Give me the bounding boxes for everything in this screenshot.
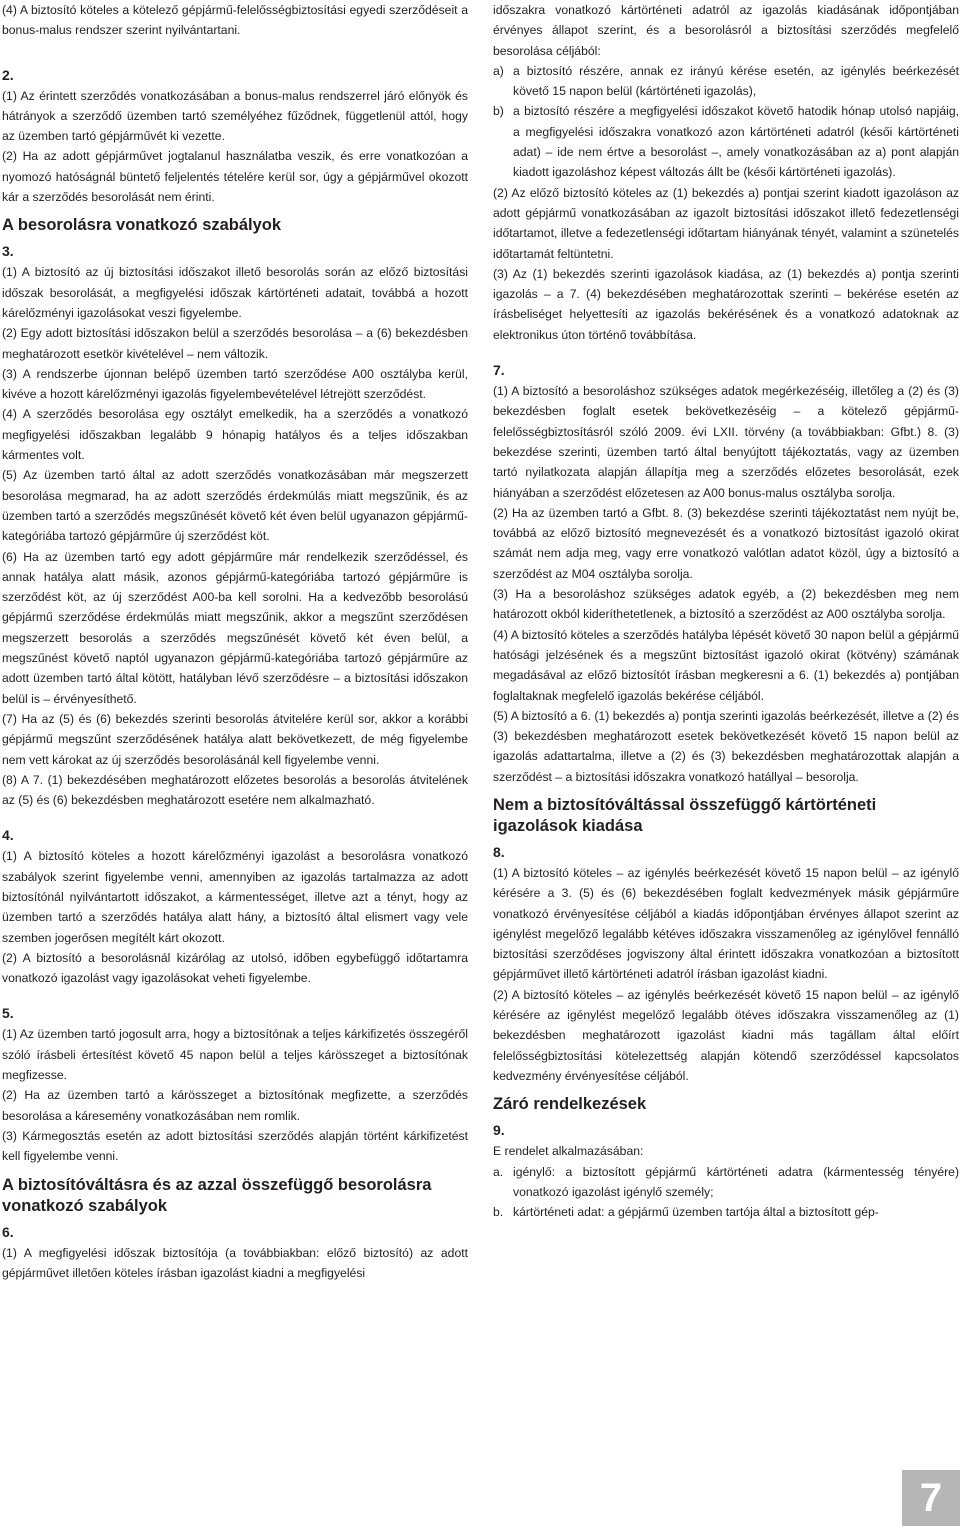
- list-text: a biztosító részére, annak ez irányú kérése esetén, az igénylés beérkezését követő 15 napon belül (kártörténeti igazolás),: [513, 63, 959, 99]
- paragraph: (1) A biztosító köteles a hozott kárelőzményi igazolást a besorolásra vonatkozó szabályok szerint figyelembe venni, amennyiben az igazolás tartalmazza az adott biztosítónál nyilvántartott időszakot, a kármentességet, illetve azt a tényt, hogy az üzemben tartó a szerződés hatálya alatt hány, a biztosító által elismert vagy vele szemben jogerősen megítélt kárt okozott.: [2, 849, 468, 945]
- list-label: a): [493, 63, 504, 78]
- list-item: [493, 1162, 959, 1203]
- paragraph: (1) A megfigyelési időszak biztosítója (a továbbiakban: előző biztosító) az adott gépjárművet illetően köteles írásban igazolást kiadni a megfigyelési: [2, 1245, 468, 1280]
- heading-zaro: Záró rendelkezések: [493, 1095, 647, 1114]
- paragraph: (5) A biztosító a 6. (1) bekezdés a) pontja szerinti igazolás beérkezését, illetve a (2) és (3) bekezdésben meghatározott esetek bekövetkezését követő 15 napon belül az igazolás adattartalma, illetve a (2) és (3) bekezdésben meghatározottak alapján a szerződést – a biztosítási időszakra vonatkozó hatállyal – besorolja.: [493, 708, 959, 784]
- paragraph: (1) A biztosító az új biztosítási időszakot illető besorolás során az előző biztosítási időszak besorolását, a megfigyelési időszak kártörténeti adatait, továbbá a hozott kárelőzményi igazolásokat veszi figyelembe.: [2, 265, 468, 320]
- paragraph: (2) Ha az üzemben tartó a Gfbt. 8. (3) bekezdése szerinti tájékoztatást nem nyújt be, továbbá az előző biztosító megnevezését és a vonatkozó biztosítást igazoló okirat számát nem adja meg, vagy erre vonatkozó valótlan adatot közöl, úgy a biztosító a szerződést az M04 osztályba sorolja.: [493, 505, 959, 581]
- section-7-number: 7.: [493, 362, 505, 379]
- paragraph: (2) A biztosító köteles – az igénylés beérkezését követő 15 napon belül – az igénylő kérésére az igénylést megelőző legalább ötéves időszakra visszamenőleg az (1) bekezdésben meghatározott igazolást kiadni más tagállam által előírt felelősségbiztosítási kötelezettség alapján kötendő szerződéssel kapcsolatos kedvezmény érvényesítése céljából.: [493, 987, 959, 1083]
- paragraph: (5) Az üzemben tartó által az adott szerződés vonatkozásában már megszerzett besorolása megmarad, ha az adott szerződés érdekmúlás miatt megszűnik, és az üzemben tartó a szerződés megszűnését követő két éven belül ugyanazon gépjármű-kategóriába tartozó gépjárműre új szerződést köt.: [2, 468, 468, 544]
- section-6-number: 6.: [2, 1223, 14, 1240]
- paragraph: (1) Az üzemben tartó jogosult arra, hogy a biztosítónak a teljes kárkifizetés összegéről szóló írásbeli értesítést követő 45 napon belül a teljes kárösszeget a biztosítónak megfizesse.: [2, 1027, 468, 1083]
- heading-kartorteneti: Nem a biztosítóváltással összefüggő kártörténeti igazolások kiadása: [493, 795, 877, 835]
- list-text: kártörténeti adat: a gépjármű üzemben tartója által a biztosított gép-: [513, 1205, 879, 1220]
- paragraph: (4) A szerződés besorolása egy osztályt emelkedik, ha a szerződés a vonatkozó megfigyelési időszakban legalább 9 hónapig hatályos és a teljes időszakban kármentes volt.: [2, 407, 468, 463]
- paragraph: (1) A biztosító a besoroláshoz szükséges adatok megérkezéséig, illetőleg a (2) és (3) bekezdésben foglalt esetek bekövetkezéséig – a kötelező gépjármű-felelősségbiztosításról szóló 2009. évi LXII. törvény (a továbbiakban: Gfbt.) 8. (3) bekezdése szerinti, üzemben tartó által benyújtott tájékoztatás, vagy az üzemben tartó nyilatkozata alapján állapítja meg a szerződés előzetes besorolását, ezek hiányában a szerződést előzetesen az A00 bonus-malus osztályba sorolja.: [493, 384, 959, 500]
- section-4-number: 4.: [2, 827, 14, 844]
- list-text: igénylő: a biztosított gépjármű kártörténeti adatra (kármentesség tényére) vonatkozó igazolást igénylő személy;: [513, 1164, 959, 1199]
- paragraph: (2) A biztosító a besorolásnál kizárólag az utolsó, időben egybefüggő időtartamra vonatkozó igazolást vagy igazolásokat veheti figyelembe.: [2, 950, 468, 986]
- paragraph: (4) A biztosító köteles a szerződés hatályba lépését követő 30 napon belül a gépjármű hatósági jelzésének és a megszűnt biztosítást igazoló okirat (kötvény) számának megadásával az előző biztosítót írásban megkeresni a 6. (1) bekezdés a) pontjában foglaltaknak megfelelő igazolás bekérése céljából.: [493, 627, 959, 703]
- section-2-number: 2.: [2, 66, 14, 83]
- heading-besorolas: A besorolásra vonatkozó szabályok: [2, 216, 282, 235]
- paragraph: (2) Ha az üzemben tartó a kárösszeget a biztosítónak megfizette, a szerződés besorolása a káresemény vonatkozásában nem romlik.: [2, 1088, 468, 1123]
- paragraph: (1) A biztosító köteles – az igénylés beérkezését követő 15 napon belül – az igénylő kérésére a 3. (5) és (6) bekezdésében foglalt kedvezmények másik gépjárműre vonatkozó érvényesítése céljából a kiadás időpontjában érvényes állapot szerint az igénylést megelőző legalább kétéves időszakra visszamenőleg az igénylővel fennálló biztosítási szerződéses jogviszony által érintett időszakra vonatkozóan a biztosított gépjárművet illető kártörténeti adatról írásban igazolást kiadni.: [493, 865, 959, 982]
- section-5-number: 5.: [2, 1005, 14, 1022]
- list-item: [493, 101, 959, 182]
- left-column: [2, 0, 468, 1283]
- heading-biztositovaltas: A biztosítóváltásra és az azzal összefüggő besorolásra vonatkozó szabályok: [2, 1175, 432, 1215]
- paragraph: (6) Ha az üzemben tartó egy adott gépjárműre már rendelkezik szerződéssel, és annak hatálya alatt másik, azonos gépjármű-kategóriába tartozó gépjárműre is szerződést köt, az új szerződést A00-ba kell sorolni. Ha a kedvezőbb besorolású gépjármű szerződése érdekmúlás miatt megszűnik, akkor a megszűnt szerződésen megszerzett besorolás a szerződés megszűnését követő két éven belül, a megszűnést követő naptól ugyanazon gépjármű-kategóriába tartozó gépjárműre az adott üzemben tartó által kötött, hatályban lévő szerződésre – a biztosítási időszakon belül is – érvényesíthető.: [2, 549, 468, 706]
- list-label: b): [493, 104, 504, 119]
- list-item: [493, 61, 959, 102]
- page-number: 7: [902, 1470, 960, 1526]
- paragraph: (3) Kármegosztás esetén az adott biztosítási szerződés alapján történt kárkifizetést kell figyelembe venni.: [2, 1128, 468, 1164]
- list-label: b.: [493, 1205, 504, 1220]
- section-9-number: 9.: [493, 1122, 505, 1139]
- paragraph: E rendelet alkalmazásában:: [493, 1144, 644, 1159]
- right-column: [493, 0, 959, 1222]
- list-item: [493, 1202, 959, 1222]
- paragraph: (8) A 7. (1) bekezdésében meghatározott előzetes besorolás a besorolás átvitelének az (5) és (6) bekezdésben meghatározott esetére nem alkalmazható.: [2, 772, 468, 808]
- section-3-number: 3.: [2, 243, 14, 260]
- paragraph: (3) Az (1) bekezdés szerinti igazolások kiadása, az (1) bekezdés a) pontja szerinti igazolás – a 7. (4) bekezdésében meghatározottak szerinti – bekérése esetén az írásbeliséget helyettesíti az igazolás bekérésének és a vonatkozó adatoknak az elektronikus úton történő továbbítása.: [493, 266, 959, 342]
- paragraph: (2) Az előző biztosító köteles az (1) bekezdés a) pontjai szerint kiadott igazoláson az adott gépjármű vonatkozásában az igazolt biztosítási időszakot illető fedezetlenségi időtartamot, illetve a fedezetlenségi időtartam hiányának tényét, valamint a szünetelés időtartamát feltüntetni.: [493, 185, 959, 261]
- paragraph: (4) A biztosító köteles a kötelező gépjármű-felelősségbiztosítási egyedi szerződéseit a bonus-malus rendszer szerint nyilvántartani.: [2, 3, 468, 38]
- list-label: a.: [493, 1164, 504, 1179]
- list-text: a biztosító részére a megfigyelési időszakot követő hatodik hónap utolsó napjáig, a megfigyelési időszakra vonatkozó azon kártörténeti adatról (késői kártörténeti adat) – ide nem értve a besorolást –, amely vonatkozásában az a) pont alapján kiadott igazoláshoz képest változás állt be (késői kártörténeti igazolás).: [513, 104, 959, 180]
- paragraph: (2) Ha az adott gépjárművet jogtalanul használatba veszik, és erre vonatkozóan a nyomozó hatóságnál büntető feljelentés tételére kerül sor, úgy a gépjárművel okozott kár a szerződés besorolását nem érinti.: [2, 149, 468, 205]
- paragraph: (1) Az érintett szerződés vonatkozásában a bonus-malus rendszerrel járó előnyök és hátrányok a szerződő üzemben tartó személyéhez fűződnek, függetlenül attól, hogy az üzemben tartó gépjárművét ki vezette.: [2, 88, 468, 144]
- paragraph: (2) Egy adott biztosítási időszakon belül a szerződés besorolása – a (6) bekezdésben meghatározott esetkör kivételével – nem változik.: [2, 326, 468, 361]
- section-8-number: 8.: [493, 843, 505, 860]
- paragraph: (3) A rendszerbe újonnan belépő üzemben tartó szerződése A00 osztályba kerül, kivéve a hozott kárelőzményi igazolás figyelembevételével létrejött szerződést.: [2, 366, 468, 402]
- paragraph: (7) Ha az (5) és (6) bekezdés szerinti besorolás átvitelére kerül sor, akkor a korábbi gépjármű megszűnt szerződésének hatálya alatt bekövetkezett, de még figyelembe nem vett károkat az új szerződés besorolásánál kell figyelembe venni.: [2, 711, 468, 767]
- paragraph: (3) Ha a besoroláshoz szükséges adatok egyéb, a (2) bekezdésben meg nem határozott okból kideríthetetlenek, a biztosító a szerződést az A00 osztályba sorolja.: [493, 587, 959, 622]
- paragraph: időszakra vonatkozó kártörténeti adatról az igazolás kiadásának időpontjában érvényes állapot szerint, és a besorolásról a biztosítási szerződés megfelelő besorolása céljából:: [493, 3, 959, 58]
